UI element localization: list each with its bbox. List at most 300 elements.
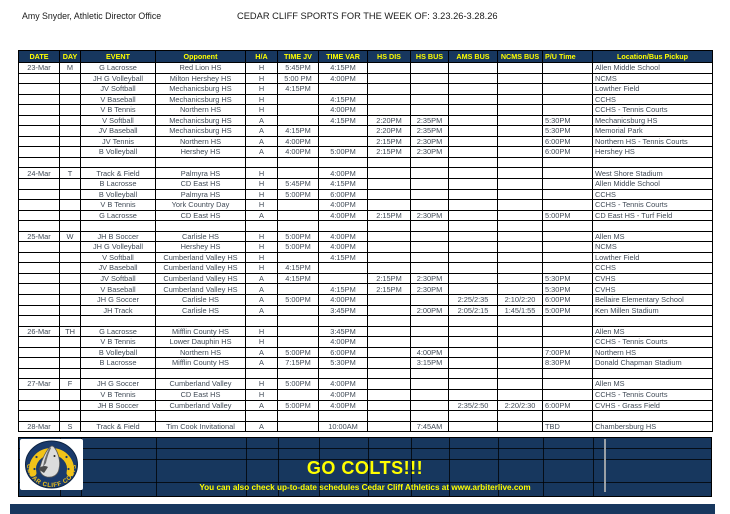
table-cell [543, 94, 593, 105]
table-cell [543, 200, 593, 211]
table-cell: Mifflin County HS [156, 358, 246, 369]
table-cell [19, 73, 60, 84]
table-cell: JH Track [81, 305, 156, 316]
table-cell: H [246, 84, 278, 95]
table-row [19, 273, 713, 284]
colts-logo [20, 439, 83, 490]
table-cell: 6:00PM [543, 147, 593, 158]
table-cell: Allen MS [593, 326, 713, 337]
table-row [19, 84, 713, 95]
table-cell [368, 157, 411, 168]
table-cell [60, 273, 81, 284]
table-row [19, 252, 713, 263]
table-cell: A [246, 295, 278, 306]
table-cell: H [246, 168, 278, 179]
table-cell: 2:20/2:30 [498, 400, 543, 411]
table-cell [449, 136, 498, 147]
table-cell: Hershey HS [593, 147, 713, 158]
table-row [19, 221, 713, 232]
table-cell: 5:00PM [278, 347, 319, 358]
table-cell: 2:30PM [411, 284, 449, 295]
table-cell: JH B Soccer [81, 231, 156, 242]
table-cell: 2:30PM [411, 273, 449, 284]
table-cell [498, 84, 543, 95]
table-cell: Mechanicsburg HS [593, 115, 713, 126]
table-cell [319, 136, 368, 147]
table-cell [19, 284, 60, 295]
table-cell [60, 136, 81, 147]
table-cell: 5:30PM [543, 284, 593, 295]
table-cell [368, 379, 411, 390]
table-cell [593, 368, 713, 379]
table-cell: G Lacrosse [81, 210, 156, 221]
table-cell [449, 94, 498, 105]
table-cell [593, 221, 713, 232]
table-cell: 5:00PM [319, 147, 368, 158]
table-cell [543, 168, 593, 179]
table-cell [278, 105, 319, 116]
table-cell [60, 242, 81, 253]
table-cell: 4:00PM [319, 231, 368, 242]
table-cell: York Country Day [156, 200, 246, 211]
table-cell: 3:45PM [319, 326, 368, 337]
table-cell [498, 242, 543, 253]
table-cell: 28-Mar [19, 421, 60, 432]
table-cell [449, 179, 498, 190]
table-cell [19, 210, 60, 221]
table-cell: A [246, 421, 278, 432]
table-cell [19, 273, 60, 284]
table-cell [368, 400, 411, 411]
table-cell [498, 231, 543, 242]
table-cell: 4:15PM [319, 63, 368, 74]
table-cell: JV Baseball [81, 126, 156, 137]
table-cell [319, 126, 368, 137]
table-cell [498, 94, 543, 105]
table-cell: 27-Mar [19, 379, 60, 390]
table-cell [449, 231, 498, 242]
table-cell: 2:20PM [368, 126, 411, 137]
table-cell: CCHS [593, 189, 713, 200]
table-row [19, 231, 713, 242]
table-cell [449, 358, 498, 369]
column-header: DAY [60, 51, 81, 63]
table-cell [449, 263, 498, 274]
table-cell [449, 105, 498, 116]
table-cell [19, 400, 60, 411]
table-cell [156, 316, 246, 327]
table-cell: 4:00PM [319, 400, 368, 411]
table-cell [498, 263, 543, 274]
table-cell [246, 157, 278, 168]
table-cell: A [246, 115, 278, 126]
table-cell [19, 147, 60, 158]
table-cell [411, 337, 449, 348]
table-cell: Donald Chapman Stadium [593, 358, 713, 369]
table-cell: 2:30PM [411, 136, 449, 147]
table-cell [498, 284, 543, 295]
table-cell: 4:00PM [319, 210, 368, 221]
table-cell [411, 105, 449, 116]
table-cell [543, 326, 593, 337]
table-cell [368, 305, 411, 316]
table-cell: TH [60, 326, 81, 337]
table-cell [156, 221, 246, 232]
table-cell: CCHS - Tennis Courts [593, 200, 713, 211]
table-cell [543, 179, 593, 190]
table-cell [19, 252, 60, 263]
table-cell: Red Lion HS [156, 63, 246, 74]
table-cell: Track & Field [81, 421, 156, 432]
table-cell: West Shore Stadium [593, 168, 713, 179]
table-cell [411, 189, 449, 200]
table-cell: H [246, 379, 278, 390]
table-cell: Cumberland Valley [156, 400, 246, 411]
table-cell: Bellaire Elementary School [593, 295, 713, 306]
table-cell [449, 200, 498, 211]
table-cell [498, 379, 543, 390]
table-cell: H [246, 94, 278, 105]
table-cell: Mechanicsburg HS [156, 115, 246, 126]
table-cell [246, 221, 278, 232]
table-row [19, 368, 713, 379]
table-cell: 4:00PM [278, 136, 319, 147]
table-cell: CD East HS [156, 179, 246, 190]
table-cell [498, 411, 543, 422]
table-cell [368, 242, 411, 253]
table-row [19, 73, 713, 84]
table-cell [449, 368, 498, 379]
author-line: Amy Snyder, Athletic Director Office [22, 11, 162, 21]
table-row [19, 168, 713, 179]
table-cell [411, 263, 449, 274]
table-cell: B Volleyball [81, 189, 156, 200]
table-cell [543, 379, 593, 390]
table-cell [543, 105, 593, 116]
table-cell: Allen MS [593, 379, 713, 390]
table-cell: Northern HS [593, 347, 713, 358]
table-cell: V B Tennis [81, 389, 156, 400]
table-cell: H [246, 179, 278, 190]
table-cell [60, 147, 81, 158]
table-cell: 2:15PM [368, 136, 411, 147]
table-cell [411, 84, 449, 95]
table-cell [449, 210, 498, 221]
table-cell [411, 316, 449, 327]
table-cell: 3:45PM [319, 305, 368, 316]
schedule-note: You can also check up-to-date schedules Cedar Cliff Athletics at www.arbiterlive.com [199, 483, 531, 492]
table-cell [449, 63, 498, 74]
table-cell: 2:15PM [368, 284, 411, 295]
table-cell [368, 421, 411, 432]
table-cell [543, 84, 593, 95]
table-cell [368, 168, 411, 179]
table-row [19, 284, 713, 295]
table-cell: H [246, 231, 278, 242]
table-row [19, 210, 713, 221]
table-cell: A [246, 305, 278, 316]
table-cell [60, 358, 81, 369]
table-cell [278, 200, 319, 211]
table-cell: Mifflin County HS [156, 326, 246, 337]
table-cell: H [246, 252, 278, 263]
table-cell: A [246, 358, 278, 369]
table-cell: 8:30PM [543, 358, 593, 369]
table-cell: H [246, 242, 278, 253]
table-cell: Palmyra HS [156, 168, 246, 179]
table-cell: Northern HS - Tennis Courts [593, 136, 713, 147]
table-cell [278, 305, 319, 316]
table-cell: Milton Hershey HS [156, 73, 246, 84]
table-cell [278, 368, 319, 379]
table-cell [498, 115, 543, 126]
table-cell [19, 316, 60, 327]
table-cell [449, 115, 498, 126]
table-cell [60, 94, 81, 105]
table-cell: A [246, 273, 278, 284]
table-cell: M [60, 63, 81, 74]
gray-divider-line [604, 439, 606, 492]
table-cell: 5:45PM [278, 179, 319, 190]
table-cell: CCHS [593, 263, 713, 274]
table-cell: H [246, 63, 278, 74]
page-title: CEDAR CLIFF SPORTS FOR THE WEEK OF: 3.23.26-3.28.26 [237, 11, 498, 21]
footer-banner [18, 437, 712, 497]
table-cell [498, 326, 543, 337]
table-cell: 25-Mar [19, 231, 60, 242]
table-cell [60, 347, 81, 358]
table-cell [246, 368, 278, 379]
table-cell: CVHS [593, 284, 713, 295]
table-cell: JV Baseball [81, 263, 156, 274]
table-cell [411, 200, 449, 211]
table-cell: B Lacrosse [81, 179, 156, 190]
table-cell: T [60, 168, 81, 179]
table-cell: CD East HS [156, 210, 246, 221]
table-cell [19, 305, 60, 316]
table-row [19, 389, 713, 400]
table-cell [278, 389, 319, 400]
table-cell [19, 263, 60, 274]
table-cell [449, 73, 498, 84]
column-header: HS BUS [411, 51, 449, 63]
table-cell: 6:00PM [543, 400, 593, 411]
table-cell: 5:00PM [278, 242, 319, 253]
table-cell: CD East HS - Turf Field [593, 210, 713, 221]
table-cell: CVHS [593, 273, 713, 284]
table-cell: 2:35PM [411, 115, 449, 126]
table-cell [543, 389, 593, 400]
table-cell [60, 389, 81, 400]
table-row [19, 147, 713, 158]
table-cell [411, 157, 449, 168]
table-cell [449, 189, 498, 200]
table-cell: 5:30PM [543, 115, 593, 126]
table-cell [19, 337, 60, 348]
gridline [19, 448, 711, 449]
table-cell [19, 242, 60, 253]
table-cell [319, 411, 368, 422]
table-cell: 4:15PM [278, 84, 319, 95]
column-header: H/A [246, 51, 278, 63]
table-cell [411, 63, 449, 74]
table-cell [278, 94, 319, 105]
table-cell: G Lacrosse [81, 326, 156, 337]
table-cell: 2:30PM [411, 147, 449, 158]
table-cell [60, 115, 81, 126]
table-cell: Mechanicsburg HS [156, 126, 246, 137]
table-cell [156, 157, 246, 168]
table-cell: 2:10/2:20 [498, 295, 543, 306]
table-cell [19, 126, 60, 137]
table-cell [246, 411, 278, 422]
table-cell [368, 179, 411, 190]
table-cell: Carlisle HS [156, 305, 246, 316]
table-cell [543, 73, 593, 84]
table-cell [449, 242, 498, 253]
table-cell: Hershey HS [156, 242, 246, 253]
table-cell [60, 284, 81, 295]
table-cell: H [246, 263, 278, 274]
table-cell: Cumberland Valley HS [156, 273, 246, 284]
table-cell [19, 411, 60, 422]
table-cell [543, 189, 593, 200]
table-cell [19, 136, 60, 147]
table-cell: 1:45/1:55 [498, 305, 543, 316]
table-cell: V B Tennis [81, 337, 156, 348]
table-cell [498, 168, 543, 179]
table-cell [60, 126, 81, 137]
table-cell: V B Tennis [81, 105, 156, 116]
table-cell: A [246, 136, 278, 147]
table-cell [368, 63, 411, 74]
table-cell [543, 157, 593, 168]
table-cell [81, 411, 156, 422]
table-cell [60, 157, 81, 168]
table-cell [498, 73, 543, 84]
table-cell: JH G Soccer [81, 379, 156, 390]
table-cell [319, 84, 368, 95]
column-header: TIME JV [278, 51, 319, 63]
column-header: TIME VAR [319, 51, 368, 63]
table-cell: 4:15PM [319, 179, 368, 190]
table-cell: 2:25/2:35 [449, 295, 498, 306]
table-cell: CCHS - Tennis Courts [593, 389, 713, 400]
table-cell [19, 115, 60, 126]
table-cell: 4:15PM [278, 126, 319, 137]
table-cell: TBD [543, 421, 593, 432]
table-cell: 4:00PM [319, 337, 368, 348]
table-cell [19, 94, 60, 105]
table-cell: Cumberland Valley HS [156, 284, 246, 295]
table-cell [498, 179, 543, 190]
table-cell [278, 157, 319, 168]
table-cell: 23-Mar [19, 63, 60, 74]
table-row [19, 189, 713, 200]
table-cell [60, 73, 81, 84]
table-cell [449, 273, 498, 284]
table-cell [368, 263, 411, 274]
table-cell: 5:00PM [543, 210, 593, 221]
table-cell [319, 263, 368, 274]
table-cell [368, 411, 411, 422]
table-cell [368, 252, 411, 263]
table-cell: 5:30PM [543, 273, 593, 284]
table-cell: B Volleyball [81, 347, 156, 358]
table-cell: H [246, 326, 278, 337]
table-cell: JV Softball [81, 273, 156, 284]
table-cell [368, 231, 411, 242]
table-cell [60, 400, 81, 411]
table-cell: Chambersburg HS [593, 421, 713, 432]
table-cell [19, 84, 60, 95]
table-cell [449, 389, 498, 400]
table-cell [411, 295, 449, 306]
table-cell [60, 337, 81, 348]
table-cell: 4:15PM [319, 94, 368, 105]
table-cell [411, 231, 449, 242]
table-cell: JH G Soccer [81, 295, 156, 306]
table-cell [19, 347, 60, 358]
table-cell [368, 105, 411, 116]
table-cell [368, 358, 411, 369]
column-header: AMS BUS [449, 51, 498, 63]
column-header: Opponent [156, 51, 246, 63]
table-cell [278, 326, 319, 337]
table-cell: 6:00PM [319, 189, 368, 200]
table-cell: 4:00PM [319, 105, 368, 116]
table-cell [60, 252, 81, 263]
table-cell: H [246, 337, 278, 348]
table-row [19, 136, 713, 147]
table-row [19, 316, 713, 327]
table-row [19, 400, 713, 411]
table-cell [449, 421, 498, 432]
table-cell [498, 136, 543, 147]
table-cell: 4:00PM [411, 347, 449, 358]
table-cell: A [246, 126, 278, 137]
table-row [19, 200, 713, 211]
table-cell: A [246, 210, 278, 221]
table-cell [19, 368, 60, 379]
table-cell: Northern HS [156, 136, 246, 147]
table-cell: 4:15PM [319, 115, 368, 126]
table-cell: Carlisle HS [156, 231, 246, 242]
table-row [19, 326, 713, 337]
table-cell [19, 200, 60, 211]
table-cell: Hershey HS [156, 147, 246, 158]
table-cell [543, 63, 593, 74]
table-cell: Mechanicsburg HS [156, 84, 246, 95]
table-cell [19, 157, 60, 168]
table-cell [498, 421, 543, 432]
table-cell [411, 411, 449, 422]
table-cell: 7:45AM [411, 421, 449, 432]
table-cell: A [246, 400, 278, 411]
table-cell: 4:00PM [319, 242, 368, 253]
table-cell [278, 252, 319, 263]
table-header-row [19, 51, 713, 63]
table-cell [498, 200, 543, 211]
table-cell: 5:30PM [543, 126, 593, 137]
table-cell [449, 157, 498, 168]
table-cell [498, 147, 543, 158]
table-cell: 7:00PM [543, 347, 593, 358]
table-cell: 2:15PM [368, 210, 411, 221]
table-cell [498, 221, 543, 232]
table-cell: JV Tennis [81, 136, 156, 147]
table-cell [368, 94, 411, 105]
